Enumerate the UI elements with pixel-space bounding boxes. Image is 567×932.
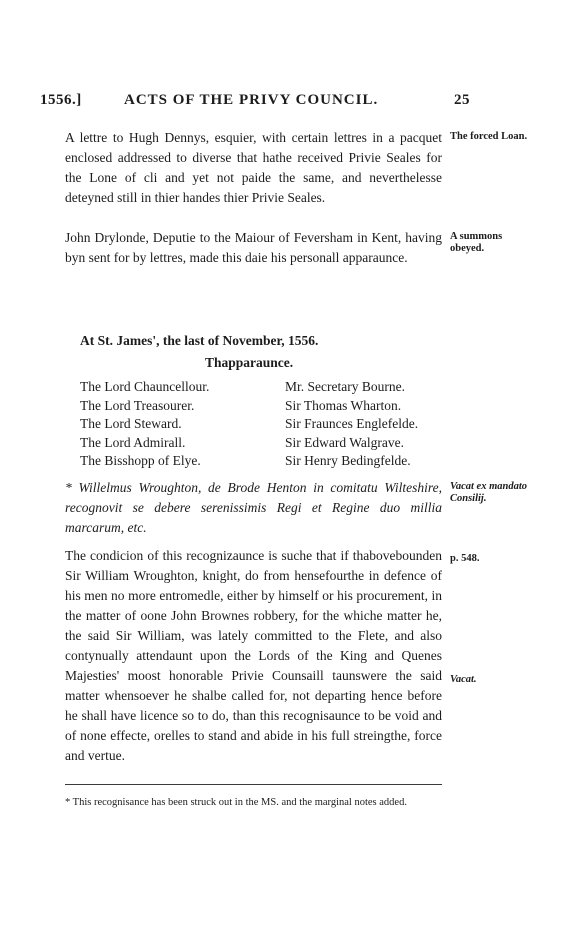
attendees-right-column [285, 378, 418, 471]
margin-note-summons: A summons obeyed. [450, 231, 503, 254]
margin-note-vacat-ex-mandato: Vacat ex mandato Consilij. [450, 481, 528, 504]
attendee: The Lord Steward. [80, 416, 182, 432]
appearance-heading: Thapparaunce. [205, 355, 294, 370]
attendee: The Lord Admirall. [80, 434, 186, 450]
attendee: The Lord Treasourer. [80, 397, 195, 413]
attendee: The Lord Chauncellour. [80, 379, 210, 394]
entry-john-drylonde: John Drylonde, Deputie to the Maiour of Feversham in Kent, having byn sent for by lettres, made this daie his personall apparaunce. [65, 230, 442, 265]
header-year: 1556.] [40, 92, 82, 108]
footnote: * This recognisance has been struck out in the MS. and the marginal notes added. [65, 797, 407, 808]
entry-hugh-dennys: A lettre to Hugh Dennys, esquier, with certain lettres in a pacquet enclosed addressed to diverse that hathe received Privie Seales for the Lone of cli and yet not paide the same, and neverthelesse deteyned still in thier handes thier Privie Seales. [65, 130, 442, 205]
recognizance-condition: The condicion of this recognizaunce is suche that if thabovebounden Sir William Wroughton, knight, do from hensefourthe in defence of his men no more entromedle, either by himself or his procurement, in the matter of oone John Brownes robbery, for the whiche matter he, the said Sir William, was lately committed to the Flete, and also contynually attendaunt upon the Lords of the King and Quenes Majesties' moost honorable Privie Counsaill taunswere the said matter whensoever he shalbe called for, not departing hence before he shall have licence so to do, than this recognisaunce to be void and of none effecte, orelles to stand and abide in his full streingthe, force and vertue. [65, 548, 442, 763]
attendee: Sir Henry Bedingfelde. [285, 453, 411, 469]
latin-recognizance: * Willelmus Wroughton, de Brode Henton in comitatu Wilteshire, recognovit se debere serenissimis Regi et Regine duo millia marcarum, etc. [65, 480, 442, 535]
margin-note-vacat: Vacat. [450, 674, 477, 685]
attendee: Mr. Secretary Bourne. [285, 379, 405, 394]
attendee: Sir Thomas Wharton. [285, 397, 402, 413]
attendee: Sir Edward Walgrave. [285, 434, 405, 450]
page-number: 25 [454, 92, 470, 108]
attendees-left-column [80, 378, 209, 471]
header-title: ACTS OF THE PRIVY COUNCIL. [124, 92, 379, 108]
meeting-heading: At St. James', the last of November, 1556. [80, 333, 319, 348]
running-head [40, 92, 470, 112]
page-reference: p. 548. [450, 553, 480, 564]
margin-note-forced-loan: The forced Loan. [450, 131, 528, 142]
attendee: The Bisshopp of Elye. [80, 453, 201, 469]
attendee: Sir Fraunces Englefelde. [285, 416, 419, 432]
footnote-divider [65, 784, 442, 785]
